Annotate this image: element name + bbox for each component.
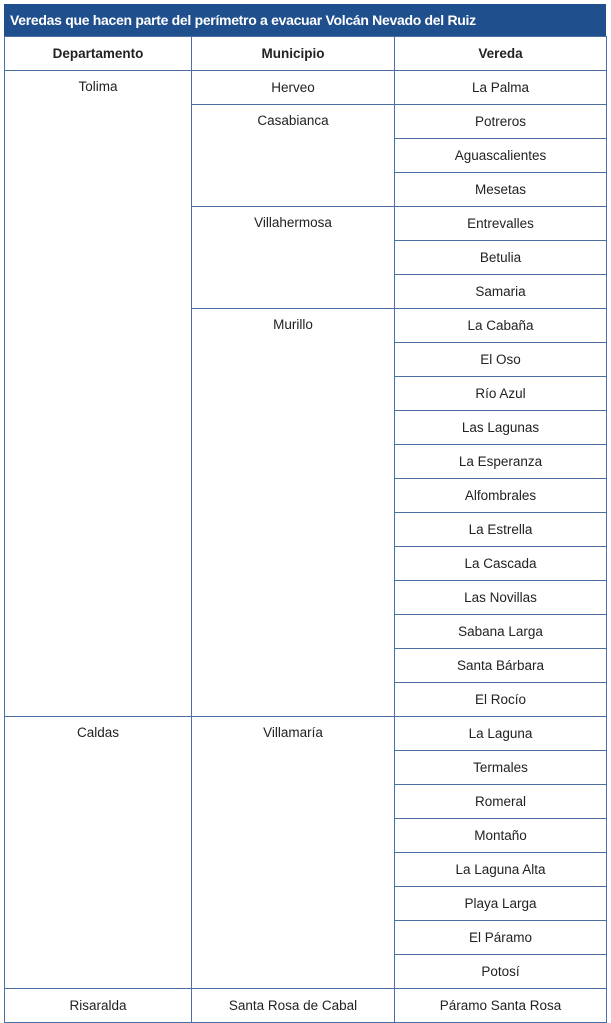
vereda-cell: La Palma <box>395 71 607 105</box>
vereda-cell: Montaño <box>395 819 607 853</box>
vereda-cell: Betulia <box>395 241 607 275</box>
vereda-cell: La Laguna Alta <box>395 853 607 887</box>
vereda-cell: Santa Bárbara <box>395 649 607 683</box>
vereda-cell: La Cascada <box>395 547 607 581</box>
header-departamento: Departamento <box>5 37 192 71</box>
veredas-table-container <box>4 4 606 1023</box>
vereda-cell: Romeral <box>395 785 607 819</box>
vereda-cell: La Estrella <box>395 513 607 547</box>
header-row <box>5 37 607 71</box>
vereda-cell: El Páramo <box>395 921 607 955</box>
vereda-cell: Las Lagunas <box>395 411 607 445</box>
municipio-cell: Herveo <box>192 71 395 105</box>
vereda-cell: La Cabaña <box>395 309 607 343</box>
table-title: Veredas que hacen parte del perímetro a evacuar Volcán Nevado del Ruiz <box>4 4 606 36</box>
vereda-cell: Las Novillas <box>395 581 607 615</box>
vereda-cell: Termales <box>395 751 607 785</box>
municipio-cell: Villahermosa <box>192 207 395 309</box>
vereda-cell: Páramo Santa Rosa <box>395 989 607 1023</box>
vereda-cell: Potreros <box>395 105 607 139</box>
table-body <box>5 71 607 1023</box>
municipio-cell: Santa Rosa de Cabal <box>192 989 395 1023</box>
vereda-cell: La Esperanza <box>395 445 607 479</box>
vereda-cell: La Laguna <box>395 717 607 751</box>
veredas-table <box>4 36 607 1023</box>
vereda-cell: Playa Larga <box>395 887 607 921</box>
departamento-cell: Caldas <box>5 717 192 989</box>
table-row <box>5 717 607 751</box>
header-vereda: Vereda <box>395 37 607 71</box>
vereda-cell: Potosí <box>395 955 607 989</box>
table-row <box>5 71 607 105</box>
vereda-cell: Mesetas <box>395 173 607 207</box>
municipio-cell: Villamaría <box>192 717 395 989</box>
departamento-cell: Tolima <box>5 71 192 717</box>
vereda-cell: Alfombrales <box>395 479 607 513</box>
vereda-cell: Río Azul <box>395 377 607 411</box>
vereda-cell: Aguascalientes <box>395 139 607 173</box>
municipio-cell: Casabianca <box>192 105 395 207</box>
municipio-cell: Murillo <box>192 309 395 717</box>
header-municipio: Municipio <box>192 37 395 71</box>
vereda-cell: El Rocío <box>395 683 607 717</box>
table-row <box>5 989 607 1023</box>
vereda-cell: Entrevalles <box>395 207 607 241</box>
vereda-cell: Samaria <box>395 275 607 309</box>
vereda-cell: El Oso <box>395 343 607 377</box>
departamento-cell: Risaralda <box>5 989 192 1023</box>
vereda-cell: Sabana Larga <box>395 615 607 649</box>
